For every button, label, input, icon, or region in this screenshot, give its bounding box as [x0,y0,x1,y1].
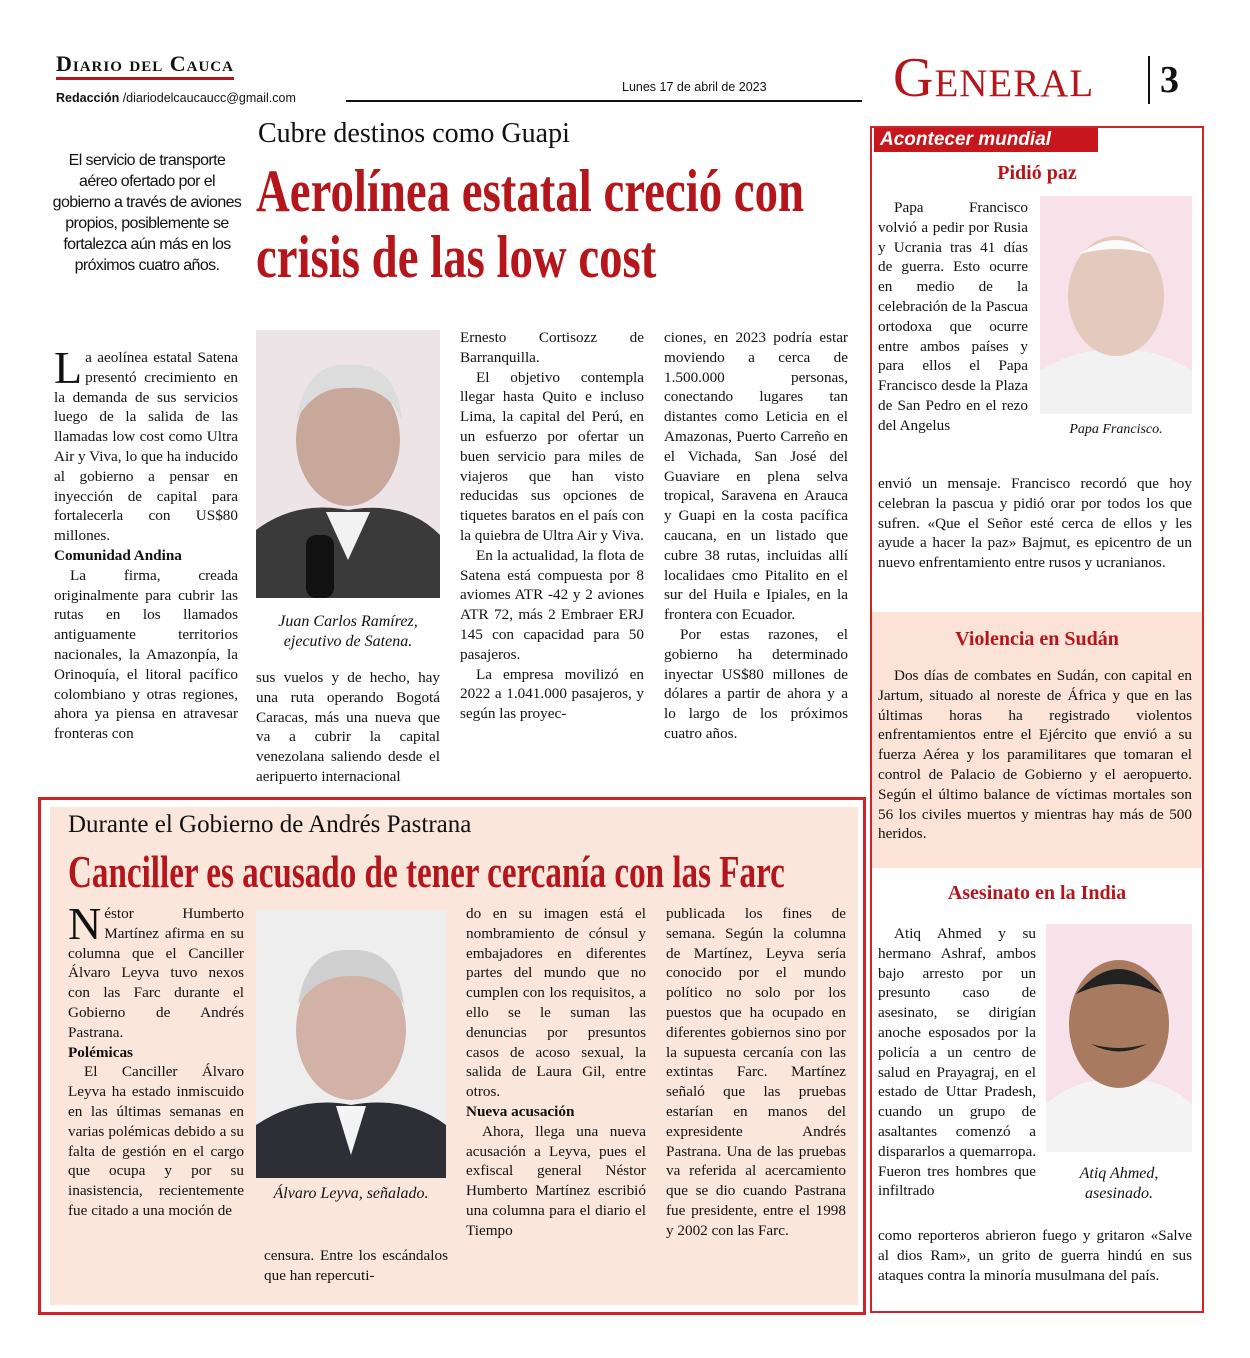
article1-p6: En la actualidad, la flota de Satena está compuesta por 8 aviomes ATR -42 y 2 aviones ATR 72, más 2 Embraer ERJ 145 con capacidad para 50 pasajeros. [460,546,644,663]
article2-p3: censura. Entre los escándalos que han repercuti- [264,1247,448,1284]
article2-p6: publicada los fines de semana. Según la columna de Martínez, Leyva sería conocido por el mundo político no solo por los puestos que ha ocupado en diferentes gobiernos sino por la supuesta cercanía con las extintas Farc. Martínez señaló que las pruebas estarían en manos del expresidente Andrés Pastrana. Una de las pruebas va referida al acercamiento que se dio cuando Pastrana fue presidente, entre el 1998 y 2002 con las Farc. [666,905,846,1239]
article1-p4: Ernesto Cortisozz de Barranquilla. [460,329,644,366]
article1-col1 [54,342,238,744]
article1-p9: Por estas razones, el gobierno ha determinado inyectar US$80 millones de dólares a partir de ahora y a lo largo de los próximos cuatro años. [664,625,848,742]
india-p1: Atiq Ahmed y su hermano Ashraf, ambos bajo arresto por un presunto caso de asesinato, se dirigían anoche esposados por la policía a un centro de salud en Prayagraj, en el estado de Uttar Pradesh, cuando un grupo de asaltantes comenzó a dispararlos a quemarropa. Fueron tres hombres que infiltrado [878,925,1036,1200]
article1-headline: Aerolínea estatal creció con crisis de las low cost [256,158,805,290]
article2-p2: El Canciller Álvaro Leyva ha estado inmiscuido en las últimas semanas en varias polémicas debido a su falta de gestión en el cargo que ocupa y por su inasistencia, recientemente fue citado a una moción de [68,1063,244,1219]
header-rule [346,100,862,102]
article2-p1: éstor Humberto Martínez afirma en su columna que el Canciller Álvaro Leyva tuvo nexos con las Farc durante el Gobierno de Andrés Pastrana. [68,905,244,1041]
atiq-photo [1046,924,1192,1152]
pidio-paz-title: Pidió paz [997,162,1077,184]
pidio-paz-p1: Papa Francisco volvió a pedir por Rusia y Ucrania tras 41 días de guerra. Esto ocurre en medio de la celebración de la Pascua ortodoxa que ocurre entre ambos países y para ellos el Papa Francisco desde la Plaza de San Pedro en el rezo del Angelus [878,199,1028,434]
article2-kicker: Durante el Gobierno de Andrés Pastrana [68,811,472,838]
article2-subhead2: Nueva acusación [466,1102,575,1120]
ramirez-photo [256,330,440,598]
article1-col4 [664,328,848,744]
page-divider [1148,56,1150,104]
section-title: General [893,47,1095,109]
newspaper-logo: Diario del Cauca [56,52,234,80]
pidio-paz-text-b [878,474,1192,573]
article1-col3 [460,328,644,724]
article1-kicker: Cubre destinos como Guapi [258,118,570,149]
article2-dropcap: N [68,898,102,949]
leyva-photo [256,910,446,1178]
article2-headline: Canciller es acusado de tener cercanía con las Farc [68,846,785,897]
article1-dropcap: L [54,342,83,393]
portrait-icon [256,330,440,598]
leyva-caption: Álvaro Leyva, señalado. [273,1185,429,1202]
article1-p3: sus vuelos y de hecho, hay una ruta operando Bogotá Caracas, más una nueva que va a cubrir la capital venezolana saliendo desde el aeripuerto internacional [256,669,440,785]
redaccion-email: /diariodelcaucaucc@gmail.com [119,91,296,105]
atiq-caption: Atiq Ahmed, asesinado. [1079,1165,1159,1202]
page-number: 3 [1160,59,1179,101]
india-text-a [878,924,1036,1201]
ramirez-caption: Juan Carlos Ramírez, ejecutivo de Satena. [278,613,418,650]
issue-date: Lunes 17 de abril de 2023 [622,80,767,94]
india-title: Asesinato en la India [947,882,1127,904]
article1-subhead: Comunidad Andina [54,546,182,564]
article1-p5: El objetivo contempla llegar hasta Quito e incluso Lima, la capital del Perú, en un esfuerzo por ofertar un buen servicio para miles de viajeros que han visto reducidas sus opciones de tiquetes baratos en el país con la quiebra de Ultra Air y Viva. [460,368,644,544]
article1-p8: ciones, en 2023 podría estar moviendo a cerca de 1.500.000 personas, conectando lugares tan distantes como Leticia en el Amazonas, Puerto Carreño en el Vichada, San José del Guaviare en plena selva tropical, Saravena en Arauca y Guapi en la costa pacífica caucana, en un listado que cubre 38 rutas, incluidas allí localidaes cmo Pitalito en el sur del Huila e Ipiales, en la frontera con Ecuador. [664,329,848,624]
sidebar-tab: Acontecer mundial [874,128,1098,152]
sudan-title: Violencia en Sudán [955,628,1119,650]
article1-p7: La empresa movilizó en 2022 a 1.041.000 pasajeros, y según las proyec- [460,665,644,723]
pidio-paz-p2: envió un mensaje. Francisco recordó que hoy celebran la pascua y pidió orar por todos los que sufren. «Que el Señor esté cerca de ellos y les ayude a hacer la paz» Bajmut, es epicentro de un nuevo enfrentamiento entre rusos y ucranianos. [878,475,1192,572]
india-text-b [878,1226,1192,1285]
article2-p5: Ahora, llega una nueva acusación a Leyva, pues el exfiscal general Néstor Humberto Martínez escribió una columna para el diario el Tiempo [466,1122,646,1239]
article2-col1 [68,898,244,1221]
article2-p4: do en su imagen está el nombramiento de cónsul y embajadores en diferentes partes del mundo que no cumplen con los requisitos, a ello se le suman las denuncias por presuntos casos de acoso sexual, la salida de Laura Gil, entre otros. [466,905,646,1101]
papa-caption: Papa Francisco. [1069,422,1163,437]
india-p2: como reporteros abrieron fuego y gritaron «Salve al dios Ram», un grito de guerra hindú en sus ataques contra la minoría musulmana del país. [878,1227,1192,1284]
article2-col3 [466,904,646,1241]
article2-col2b [264,1246,448,1286]
article1-col2b [256,668,440,787]
portrait-icon [1040,196,1192,414]
article1-lead: El servicio de transporte aéreo ofertado por el gobierno a través de aviones propios, posiblemente se fortalezca aún más en los próximos cuatro años. [52,152,242,274]
article1-p1: a aeolínea estatal Satena presentó crecimiento en la demanda de sus servicios luego de la salida de las llamadas low cost como Ultra Air y Viva, lo que ha inducido al gobierno a pensar en inyección de capital para fortalecerla con US$80 millones. [54,349,238,545]
papa-photo [1040,196,1192,414]
sudan-p1: Dos días de combates en Sudán, con capital en Jartum, situado al noreste de África y que en las últimas horas ha registrado violentos enfrentamientos entre el Ejército que envió a su fuerza Aérea y los paramilitares que tomaran el control de Palacio de Gobierno y el aeropuerto. Según el último balance de víctimas mortales son 56 los civiles muertos y mientras hay más de 500 heridos. [878,667,1192,843]
article2-col4 [666,904,846,1241]
sudan-text [878,666,1192,844]
article1-p2: La firma, creada originalmente para cubrir las rutas en los llamados antiguamente territorios nacionales, la Amazonpía, la Orinoquía, el litoral pacífico colombiano y otras regiones, ahora ya piensa en atravesar fronteras con [54,566,238,743]
portrait-icon [256,910,446,1178]
article2-subhead: Polémicas [68,1043,133,1061]
pidio-paz-text-a [878,198,1028,436]
redaccion-label: Redacción [56,91,120,105]
portrait-icon [1046,924,1192,1152]
redaccion-line [56,91,296,105]
